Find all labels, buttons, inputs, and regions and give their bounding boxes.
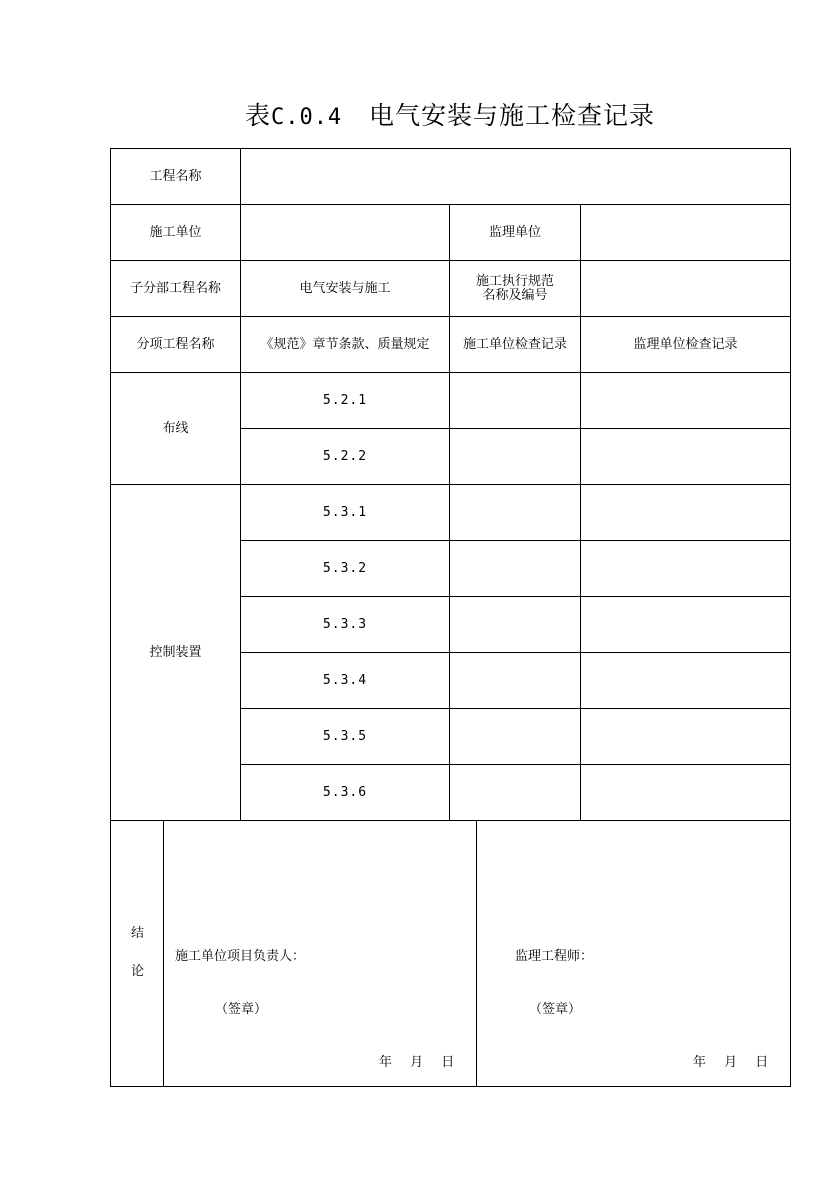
left-date-label: 年 月 日 (379, 1055, 455, 1070)
standard-label-line1: 施工执行规范 (475, 273, 554, 289)
conclusion-block (111, 821, 790, 1086)
standard-label (450, 261, 581, 317)
clause-cell: 5.3.2 (241, 541, 450, 597)
header-col2: 《规范》章节条款、质量规定 (241, 317, 450, 373)
supervision-check-cell[interactable] (581, 541, 791, 597)
conclusion-cell (111, 821, 791, 1087)
right-seal-label: （签章） (529, 1002, 582, 1017)
conclusion-label-1: 结 (131, 926, 145, 941)
clause-cell: 5.3.4 (241, 653, 450, 709)
standard-field[interactable] (581, 261, 791, 317)
supervision-unit-field[interactable] (581, 205, 791, 261)
header-col4: 监理单位检查记录 (581, 317, 791, 373)
clause-cell: 5.2.2 (241, 429, 450, 485)
row-units (111, 205, 791, 261)
standard-label-line2: 名称及编号 (482, 287, 548, 303)
table-row (111, 485, 791, 541)
clause-cell: 5.3.6 (241, 765, 450, 821)
construction-check-cell[interactable] (450, 709, 581, 765)
conclusion-label-column (111, 821, 164, 1086)
inspection-table (110, 148, 791, 1087)
construction-check-cell[interactable] (450, 373, 581, 429)
header-col1: 分项工程名称 (111, 317, 241, 373)
project-name-field[interactable] (241, 149, 791, 205)
supervision-check-cell[interactable] (581, 597, 791, 653)
construction-check-cell[interactable] (450, 541, 581, 597)
title-name: 电气安装与施工检查记录 (369, 101, 656, 130)
supervision-unit-label: 监理单位 (450, 205, 581, 261)
construction-check-cell[interactable] (450, 765, 581, 821)
group-name-wiring: 布线 (111, 373, 241, 485)
sub-project-value: 电气安装与施工 (241, 261, 450, 317)
supervision-check-cell[interactable] (581, 653, 791, 709)
supervision-check-cell[interactable] (581, 485, 791, 541)
title-prefix: 表 (244, 101, 271, 130)
clause-cell: 5.3.5 (241, 709, 450, 765)
clause-cell: 5.2.1 (241, 373, 450, 429)
group-name-control: 控制装置 (111, 485, 241, 821)
row-project-name (111, 149, 791, 205)
construction-unit-field[interactable] (241, 205, 450, 261)
header-row (111, 317, 791, 373)
construction-unit-label: 施工单位 (111, 205, 241, 261)
left-signer-label: 施工单位项目负责人： (175, 949, 306, 964)
construction-check-cell[interactable] (450, 653, 581, 709)
supervision-check-cell[interactable] (581, 709, 791, 765)
right-signer-label: 监理工程师： (515, 949, 594, 964)
clause-cell: 5.3.3 (241, 597, 450, 653)
construction-check-cell[interactable] (450, 485, 581, 541)
page-title (110, 96, 790, 132)
right-date-label: 年 月 日 (693, 1055, 769, 1070)
sub-project-label: 子分部工程名称 (111, 261, 241, 317)
header-col3: 施工单位检查记录 (450, 317, 581, 373)
left-seal-label: （签章） (215, 1002, 268, 1017)
title-code: C.0.4 (270, 105, 343, 130)
conclusion-divider (476, 821, 477, 1086)
supervision-check-cell[interactable] (581, 429, 791, 485)
project-name-label: 工程名称 (111, 149, 241, 205)
conclusion-row (111, 821, 791, 1087)
supervision-check-cell[interactable] (581, 373, 791, 429)
supervision-check-cell[interactable] (581, 765, 791, 821)
table-row (111, 373, 791, 429)
construction-check-cell[interactable] (450, 429, 581, 485)
clause-cell: 5.3.1 (241, 485, 450, 541)
construction-check-cell[interactable] (450, 597, 581, 653)
conclusion-label-2: 论 (131, 964, 145, 979)
row-sub-project (111, 261, 791, 317)
